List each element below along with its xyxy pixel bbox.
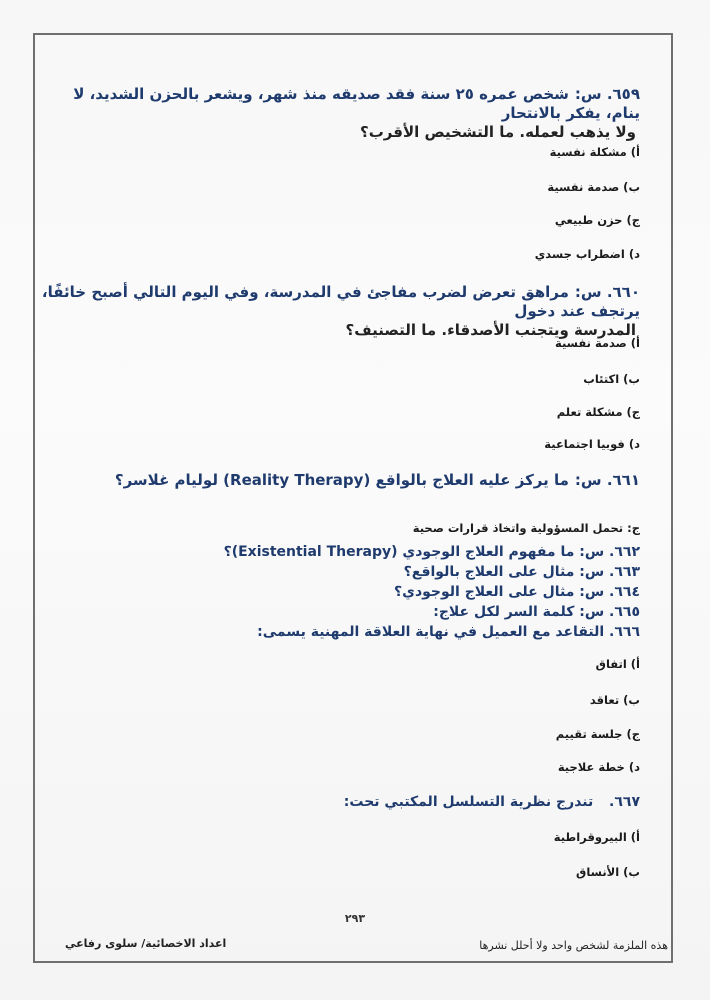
- question-line-1: ما يركز عليه العلاج بالواقع (Reality Therapy) لوليام غلاسر؟: [114, 471, 569, 489]
- page-number: ٢٩٣: [344, 912, 366, 925]
- question-660: [40, 283, 640, 340]
- list-item-662: ٦٦٢. س: ما مفهوم العلاج الوجودي (Existential Therapy)؟: [223, 544, 640, 560]
- question-number: ٦٥٩. س:: [574, 85, 640, 103]
- question-text: [40, 283, 640, 321]
- list-item-665: ٦٦٥. س: كلمة السر لكل علاج:: [433, 604, 640, 620]
- option-660-d: د) فوبيا اجتماعية: [544, 437, 640, 451]
- question-line-2: المدرسة ويتجنب الأصدقاء. ما التصنيف؟: [345, 321, 636, 339]
- question-line-1: شخص عمره ٢٥ سنة فقد صديقه منذ شهر، ويشعر بالحزن الشديد، لا ينام، يفكر بالانتحار: [73, 85, 640, 122]
- option-659-c: ج) حزن طبيعي: [554, 213, 640, 227]
- question-line-2: ولا يذهب لعمله. ما التشخيص الأقرب؟: [360, 123, 636, 141]
- option-666-d: د) خطة علاجية: [557, 760, 640, 774]
- option-666-b: ب) تعاقد: [589, 693, 640, 707]
- question-661: [40, 471, 640, 490]
- question-list: [40, 542, 640, 642]
- question-number: ٦٦٠. س:: [574, 283, 640, 301]
- option-659-d: د) اضطراب جسدي: [534, 247, 640, 261]
- question-line-1: تندرج نظرية التسلسل المكتبي تحت:: [343, 794, 594, 810]
- option-660-c: ج) مشكلة تعلم: [556, 405, 640, 419]
- list-item-666: ٦٦٦. التقاعد مع العميل في نهاية العلاقة المهنية يسمى:: [257, 624, 640, 640]
- answer-661: ج: تحمل المسؤولية واتخاذ قرارات صحية: [412, 520, 640, 535]
- question-number: ٦٦٧.: [609, 794, 640, 810]
- option-666-c: ج) جلسة تقييم: [555, 727, 640, 741]
- question-line-1: مراهق تعرض لضرب مفاجئ في المدرسة، وفي اليوم التالي أصبح خائفًا، يرتجف عند دخول: [41, 283, 640, 320]
- list-item-663: ٦٦٣. س: مثال على العلاج بالواقع؟: [403, 564, 640, 580]
- option-667-b: ب) الأنساق: [576, 865, 640, 879]
- page-border: [33, 33, 673, 963]
- option-660-a: أ) صدمة نفسية: [554, 336, 640, 350]
- option-659-b: ب) صدمة نفسية: [547, 180, 640, 194]
- author-credit: اعداد الاخصائية/ سلوى رفاعي: [65, 937, 227, 950]
- question-text: [40, 85, 640, 123]
- question-number: ٦٦١. س:: [574, 471, 640, 489]
- option-667-a: أ) البيروقراطية: [553, 830, 640, 844]
- distribution-note: هذه الملزمة لشخص واحد ولا أحلل نشرها: [479, 939, 668, 952]
- option-660-b: ب) اكتئاب: [583, 372, 640, 386]
- list-item-664: ٦٦٤. س: مثال على العلاج الوجودي؟: [394, 584, 640, 600]
- question-667: [40, 793, 640, 812]
- option-659-a: أ) مشكلة نفسية: [549, 145, 640, 159]
- question-659: [40, 85, 640, 142]
- option-666-a: أ) اتفاق: [595, 657, 640, 671]
